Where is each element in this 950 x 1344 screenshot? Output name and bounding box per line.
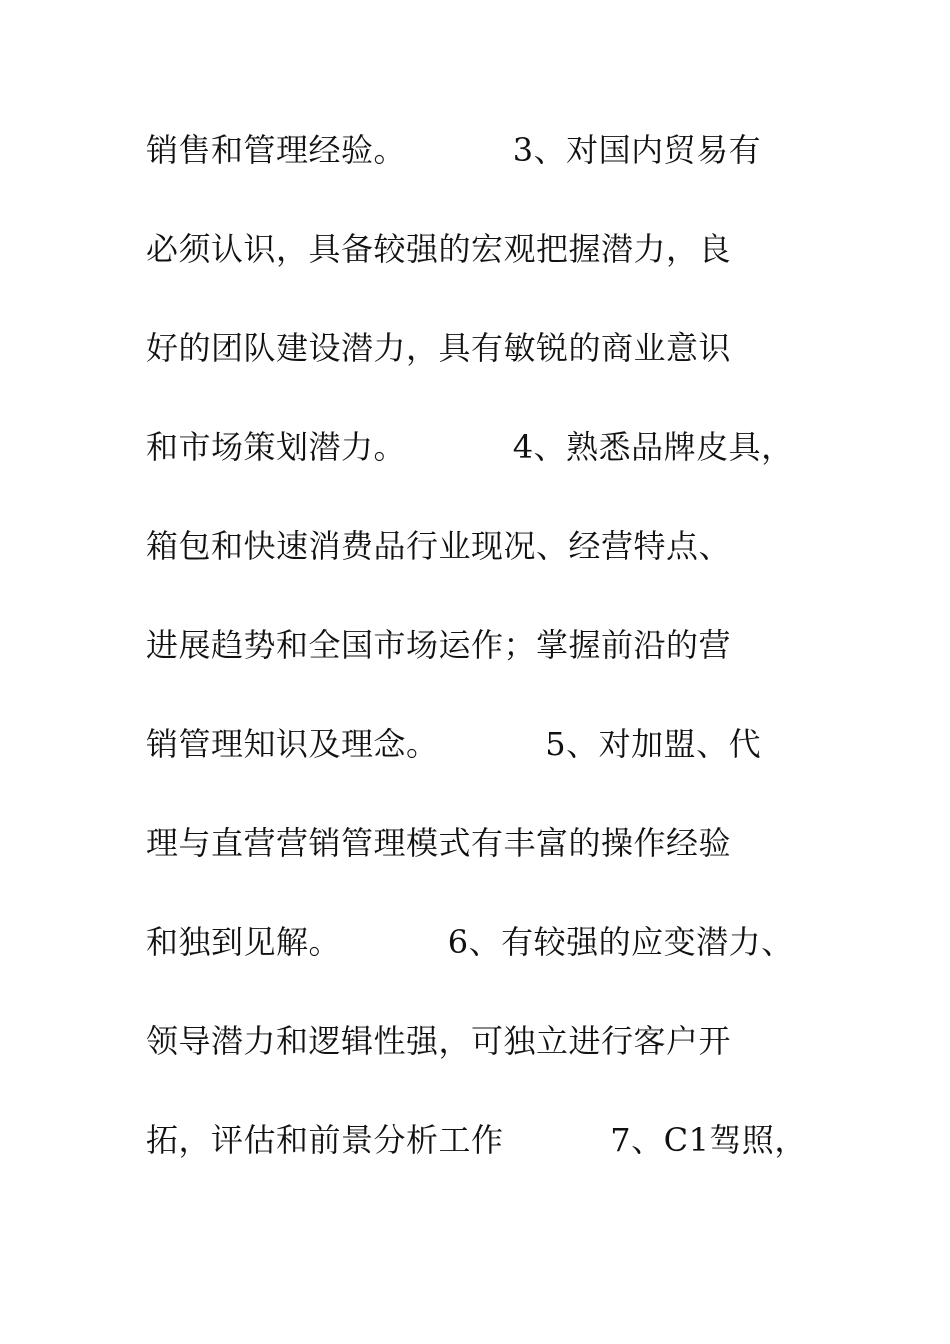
- text-line: 销管理知识及理念。 5、对加盟、代: [146, 725, 762, 763]
- text-line: 进展趋势和全国市场运作；掌握前沿的营: [146, 626, 732, 664]
- text-line: 好的团队建设潜力，具有敏锐的商业意识: [146, 329, 732, 367]
- text-line: 和独到见解。 6、有较强的应变潜力、: [146, 923, 794, 961]
- document-body: [146, 120, 846, 1209]
- text-line: 和市场策划潜力。 4、熟悉品牌皮具，: [146, 428, 794, 466]
- text-line: 箱包和快速消费品行业现况、经营特点、: [146, 527, 732, 565]
- text-line: 拓，评估和前景分析工作 7、C1驾照，: [146, 1121, 807, 1159]
- text-line: 领导潜力和逻辑性强，可独立进行客户开: [146, 1022, 732, 1060]
- text-line: 理与直营营销管理模式有丰富的操作经验: [146, 824, 732, 862]
- text-line: 销售和管理经验。 3、对国内贸易有: [146, 131, 762, 169]
- text-line: 必须认识，具备较强的宏观把握潜力，良: [146, 230, 732, 268]
